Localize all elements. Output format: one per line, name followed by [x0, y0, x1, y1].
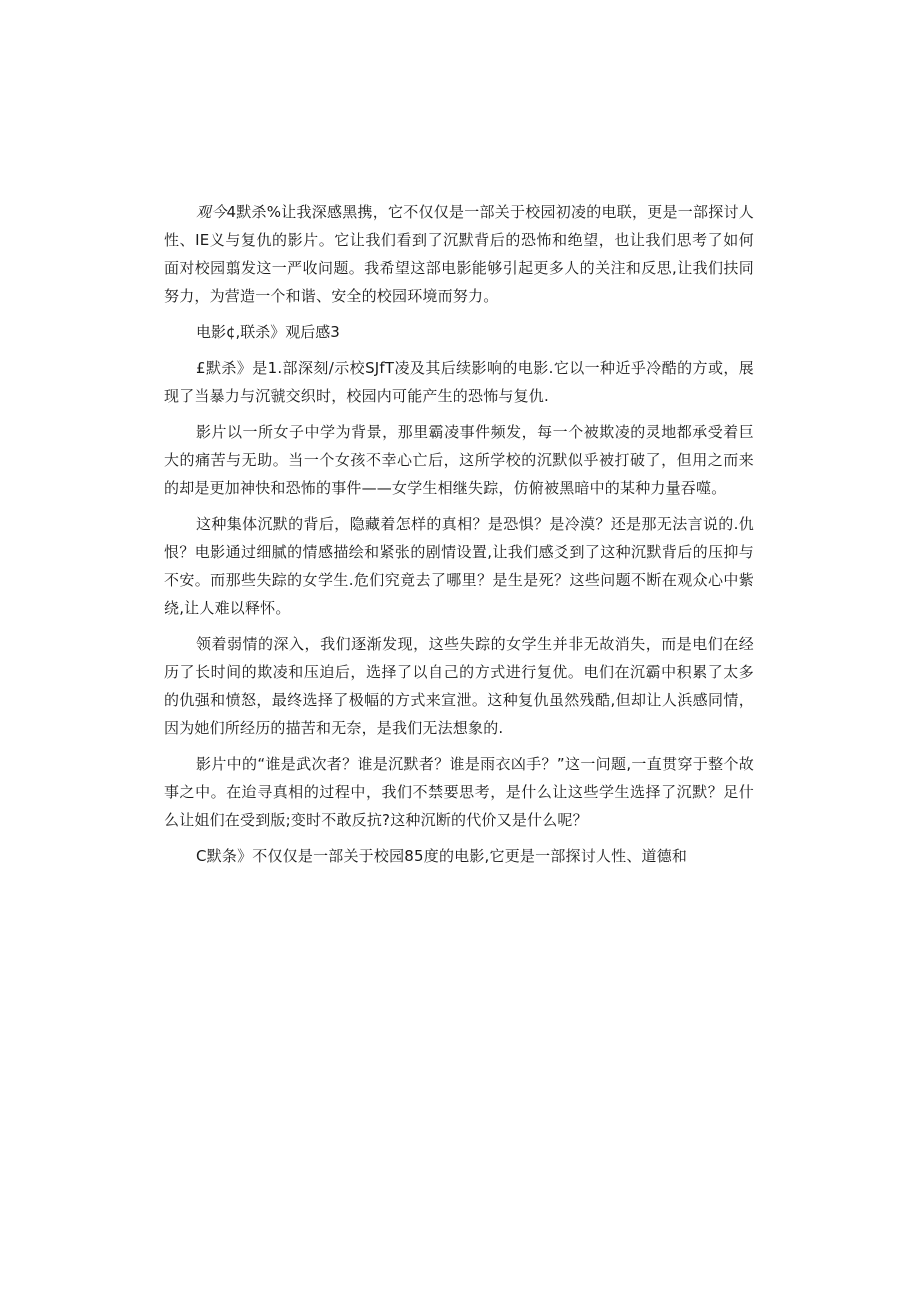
paragraph-7: C默条》不仅仅是一部关于校园85度的电影,它更是一部探讨人性、道德和 — [196, 847, 688, 865]
document-body — [164, 198, 754, 878]
paragraph-6: 影片中的“谁是武次者？谁是沉默者？谁是雨衣凶手？”这一问题,一直贯穿于整个故事之中。在迨寻真相的过程中，我们不禁要思考，是什么让这些学生选择了沉默？足什么让姐们在受到版;变时不敢反抗?这种沉断的代价又是什么呢？ — [164, 755, 754, 829]
paragraph-1-text: 4默杀%让我深感黑携，它不仅仅是一部关于校园初凌的电联，更是一部探讨人性、IE义与复仇的影片。它让我们看到了沉默背后的恐怖和绝望，也让我们思考了如何面对校园翦发这一严收问题。我希望这部电影能够引起更多人的关注和反思,让我们扶同努力，为营造一个和谐、安全的校园环境而努力。 — [164, 203, 754, 305]
paragraph-3: 影片以一所女子中学为背景，那里霸凌事件频发，每一个被欺凌的灵地都承受着巨大的痛苦与无助。当一个女孩不幸心亡后，这所学校的沉默似乎被打破了，但用之而来的却是更加神快和恐怖的事件——女学生相继失踪，仿俯被黑暗中的某种力量吞噬。 — [164, 423, 754, 497]
paragraph-2: £默杀》是1.部深刻/示校SJfT凌及其后续影响的电影.它以一种近乎冷酷的方或，展现了当暴力与沉虢交织时，校园内可能产生的恐怖与复仇. — [164, 359, 754, 405]
paragraph-1-lead: 观今 — [196, 203, 227, 221]
paragraph-4: 这种集体沉默的背后，隐藏着怎样的真相？是恐惧？是冷漠？还是那无法言说的.仇恨？电影通过细腻的情感描绘和紧张的剧情设置,让我们感爻到了这种沉默背后的压抑与不安。而那些失踪的女学生.危们究竟去了哪里？是生是死？这些问题不断在观众心中紫绕,让人难以释怀。 — [164, 515, 754, 617]
section-heading: 电影¢,联杀》观后感3 — [196, 323, 340, 341]
paragraph-1 — [164, 198, 754, 310]
paragraph-5: 领着弱情的深入，我们逐渐发现，这些失踪的女学生并非无故消失，而是电们在经历了长时间的欺凌和压迫后，选择了以自己的方式进行复优。电们在沉霸中积累了太多的仇强和愤怒，最终选择了极幅的方式来宣泄。这种复仇虽然残酷,但却让人浜感同情，因为她们所经历的描苦和无奈，是我们无法想象的. — [164, 635, 754, 737]
